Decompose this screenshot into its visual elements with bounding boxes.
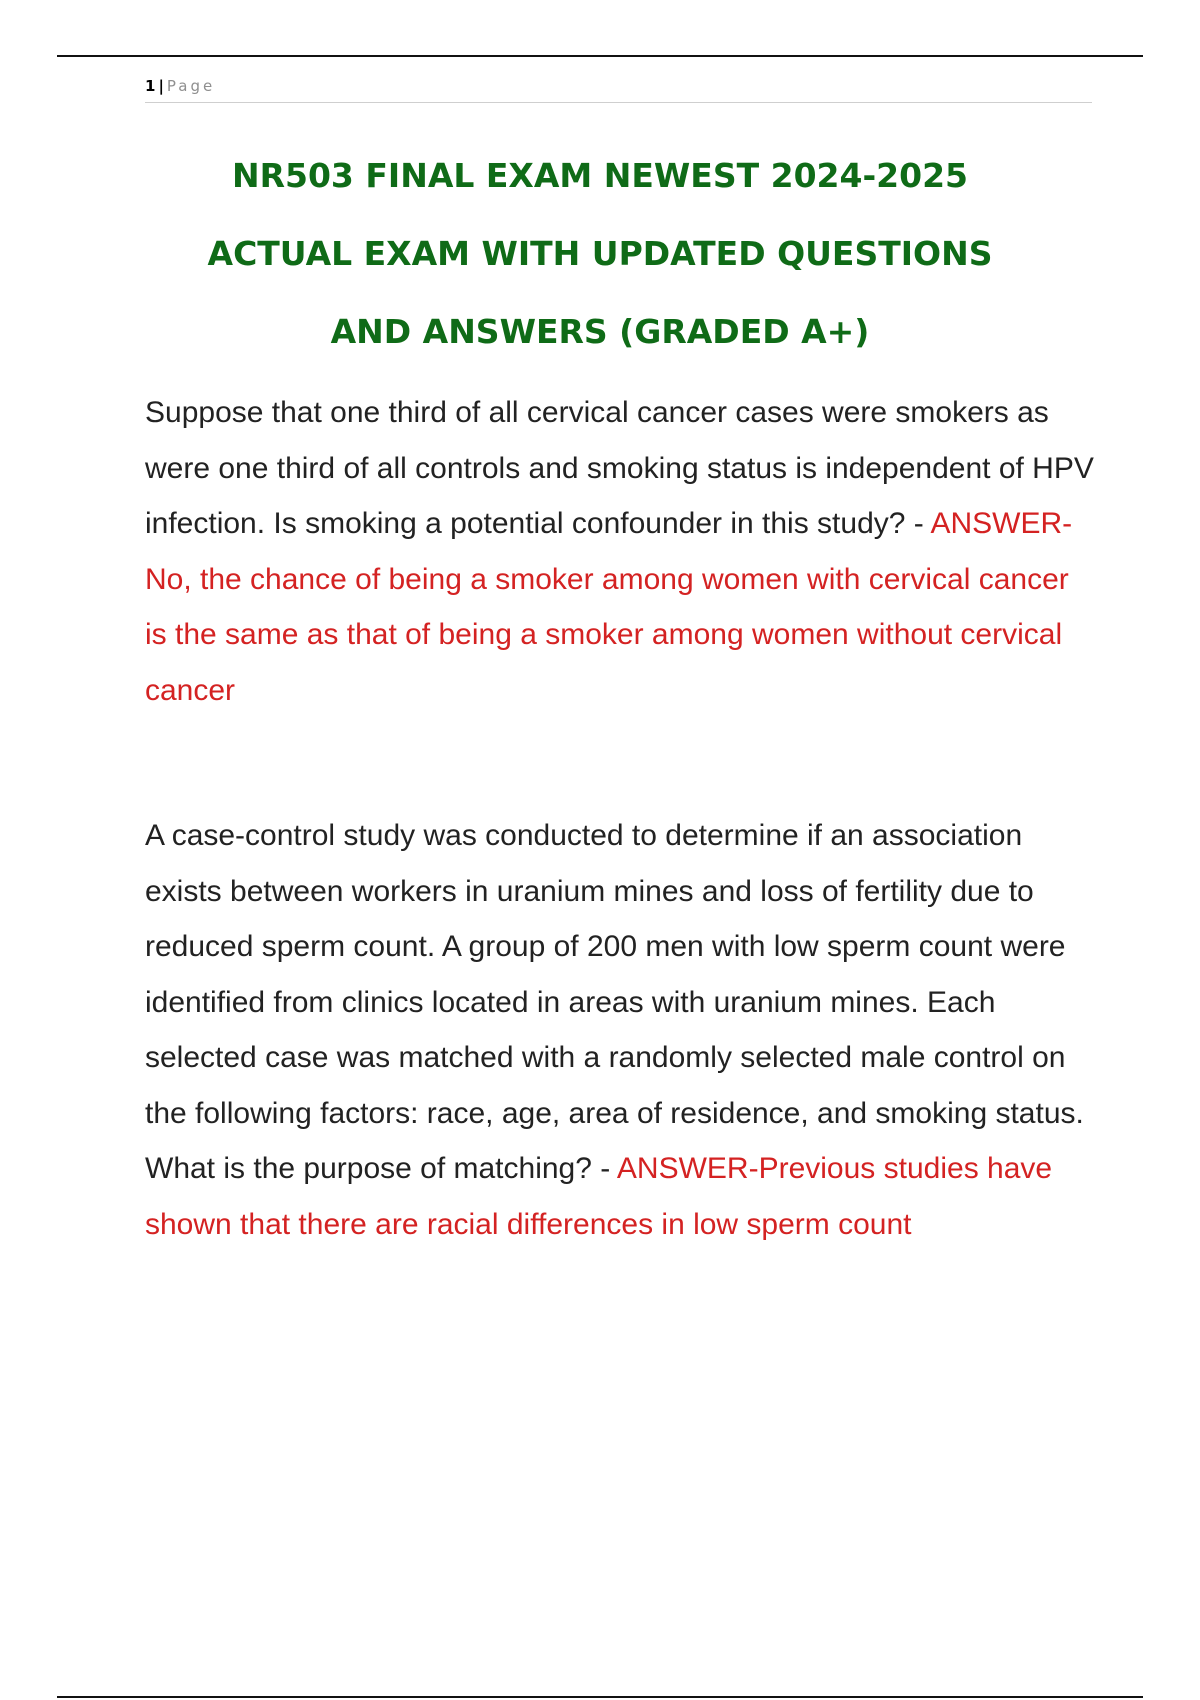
answer-text: ANSWER-No, the chance of being a smoker among women with cervical cancer is the same as that of being a smoker among women without cervical cancer xyxy=(145,507,1073,707)
page-label: Page xyxy=(166,77,216,95)
title-line-3: AND ANSWERS (GRADED A+) xyxy=(330,312,870,351)
page-top-rule xyxy=(57,55,1143,57)
page-number: 1 xyxy=(145,77,156,95)
title-line-2: ACTUAL EXAM WITH UPDATED QUESTIONS xyxy=(207,234,993,273)
question-text: Suppose that one third of all cervical cancer cases were smokers as were one third of all controls and smoking status is independent of HPV infection. Is smoking a potential confounder in this study? - xyxy=(145,396,1094,540)
qa-item-2 xyxy=(145,808,1095,1252)
page-bottom-rule xyxy=(57,1696,1143,1698)
page-number-separator: | xyxy=(158,77,164,95)
answer-text: ANSWER-Previous studies have shown that there are racial differences in low sperm count xyxy=(145,1152,1053,1241)
page-header xyxy=(145,74,1092,103)
qa-item-1 xyxy=(145,385,1095,718)
document-title xyxy=(57,137,1143,371)
title-line-1: NR503 FINAL EXAM NEWEST 2024-2025 xyxy=(231,156,968,195)
question-text: A case-control study was conducted to determine if an association exists between workers in uranium mines and loss of fertility due to reduced sperm count. A group of 200 men with low sperm count were identified from clinics located in areas with uranium mines. Each selected case was matched with a randomly selected male control on the following factors: race, age, area of residence, and smoking status. What is the purpose of matching? - xyxy=(145,819,1084,1185)
